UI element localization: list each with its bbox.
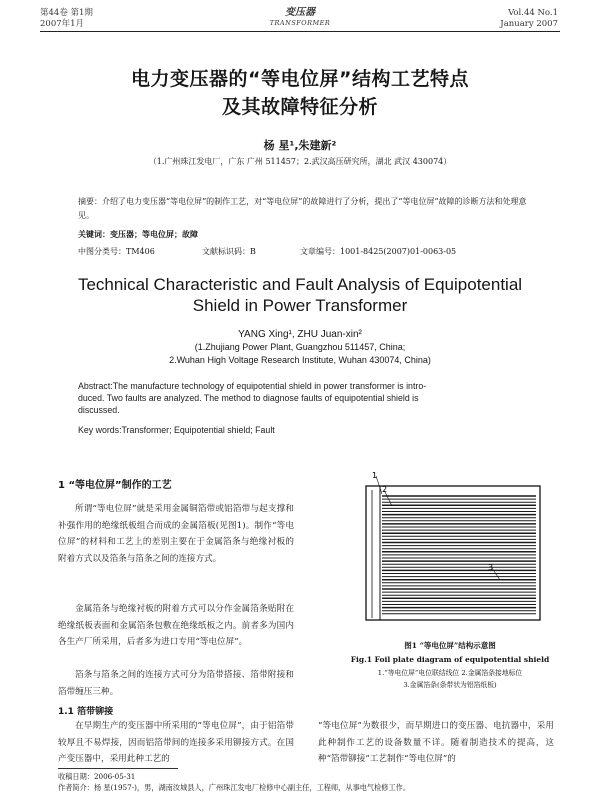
- header-date: 2007年1月: [40, 19, 85, 29]
- abstract-en-line3: discussed.: [78, 405, 120, 415]
- header-center: [250, 7, 350, 29]
- figure-label-1: 1: [372, 471, 378, 480]
- figure-1-diagram: [352, 470, 552, 628]
- left-paragraph-3: 箔条与箔条之间的连接方式可分为箔带搭接、箔带附接和箔带缠压三种。: [58, 670, 294, 697]
- subsection-1-1-heading: 1.1 箔带铆接: [58, 707, 114, 717]
- left-paragraph-2: 金属箔条与绝缘衬板的附着方式可以分作金属箔条贴附在绝缘纸板表面和金属箔条包敷在绝缘纸板之内。前者多为国内各生产厂所采用，后者多为进口专用“等电位屏”。: [58, 604, 294, 648]
- figure-1-note-2: 3.金属箔条(条带状为铝箔纸板): [403, 681, 497, 689]
- figure-1-caption-en: Fig.1 Foil plate diagram of equipotential shield: [350, 655, 550, 664]
- received-date: 收稿日期：2006-05-31: [58, 772, 136, 781]
- journal-name-en: TRANSFORMER: [269, 19, 331, 27]
- affiliation-cn: （1.广州珠江发电厂，广东 广州 511457；2.武汉高压研究所，湖北 武汉 430074）: [148, 157, 452, 166]
- affiliation-en-1: (1.Zhujiang Power Plant, Guangzhou 511457, China;: [194, 342, 406, 352]
- paper-title-en-line1: Technical Characteristic and Fault Analysis of Equipotential: [77, 275, 523, 294]
- left-paragraph-1: 所谓“等电位屏”就是采用金属铜箔带或铝箔带与起支撑和补强作用的绝缘纸板组合而成的金属箔板(见图1)。制作“等电位屏”的材料和工艺上的差别主要在于金属箔条与绝缘衬板的附着方式以及箔条与箔条之间的连接方式。: [58, 504, 294, 564]
- keywords-en: Key words:Transformer; Equipotential shield; Fault: [78, 425, 275, 435]
- document-code: 文献标识码：B: [202, 247, 256, 256]
- figure-1-note-1: 1.“等电位屏”电位联结线位 2.金属箔条接地标位: [377, 669, 523, 677]
- abstract-cn: 摘要：介绍了电力变压器“等电位屏”的制作工艺，对“等电位屏”的故障进行了分析，提出了“等电位屏”故障的诊断方法和处理意见。: [78, 197, 527, 220]
- foil-strips: [382, 496, 536, 614]
- affiliation-en-2: 2.Wuhan High Voltage Research Institute, Wuhan 430074, China): [169, 355, 431, 365]
- footnote-rule: [58, 768, 178, 769]
- header-vol-en: Vol.44 No.1: [508, 8, 558, 18]
- header-date-en: January 2007: [500, 19, 558, 29]
- classification-number: 中图分类号：TM406: [78, 247, 155, 256]
- keywords-cn: 关键词：变压器；等电位屏；故障: [78, 229, 198, 239]
- figure-frame: [366, 486, 540, 620]
- abstract-en-line2: duced. Two faults are analyzed. The method to diagnose faults of equipotential shield is: [78, 393, 419, 403]
- abstract-en-line1: Abstract:The manufacture technology of equipotential shield in power transformer is intro-: [78, 381, 427, 391]
- header-right: [500, 8, 558, 30]
- left-paragraph-4: 在早期生产的变压器中所采用的“等电位屏”，由于铝箔带较厚且不易焊接，因而铝箔带间的连接多采用铆接方式。在国产变压器中，采用此种工艺的: [58, 721, 294, 765]
- article-number: 文章编号：1001-8425(2007)01-0063-05: [300, 247, 457, 256]
- journal-name-cn: 变压器: [285, 7, 315, 18]
- header-rule: [40, 31, 560, 32]
- figure-label-3: 3: [488, 563, 494, 572]
- authors-en: YANG Xing¹, ZHU Juan-xin²: [238, 329, 362, 340]
- header-volume: 第44卷 第1期: [40, 8, 93, 18]
- paper-title-cn-line1: 电力变压器的“等电位屏”结构工艺特点: [131, 68, 469, 90]
- abstract-en: [78, 380, 538, 416]
- right-paragraph-1: “等电位屏”为数很少，而早期进口的变压器、电抗器中，采用此种制作工艺的设备数量不详。随着制造技术的提高，这种“箔带铆接”工艺制作“等电位屏”的: [318, 721, 554, 765]
- authors-cn: 杨 星¹,朱建新²: [263, 139, 337, 152]
- paper-title-en-line2: Shield in Power Transformer: [192, 296, 408, 315]
- paper-title-cn-line2: 及其故障特征分析: [221, 96, 378, 118]
- section-1-heading: 1 “等电位屏”制作的工艺: [58, 480, 172, 491]
- header-left: [40, 8, 93, 30]
- author-bio: 作者简介：杨 星(1957-)，男，湖南汝城县人，广州珠江发电厂检修中心副主任，工程师，从事电气检修工作。: [58, 783, 411, 792]
- figure-1-caption-cn: 图1 “等电位屏”结构示意图: [404, 641, 496, 650]
- figure-label-2: 2: [382, 485, 388, 494]
